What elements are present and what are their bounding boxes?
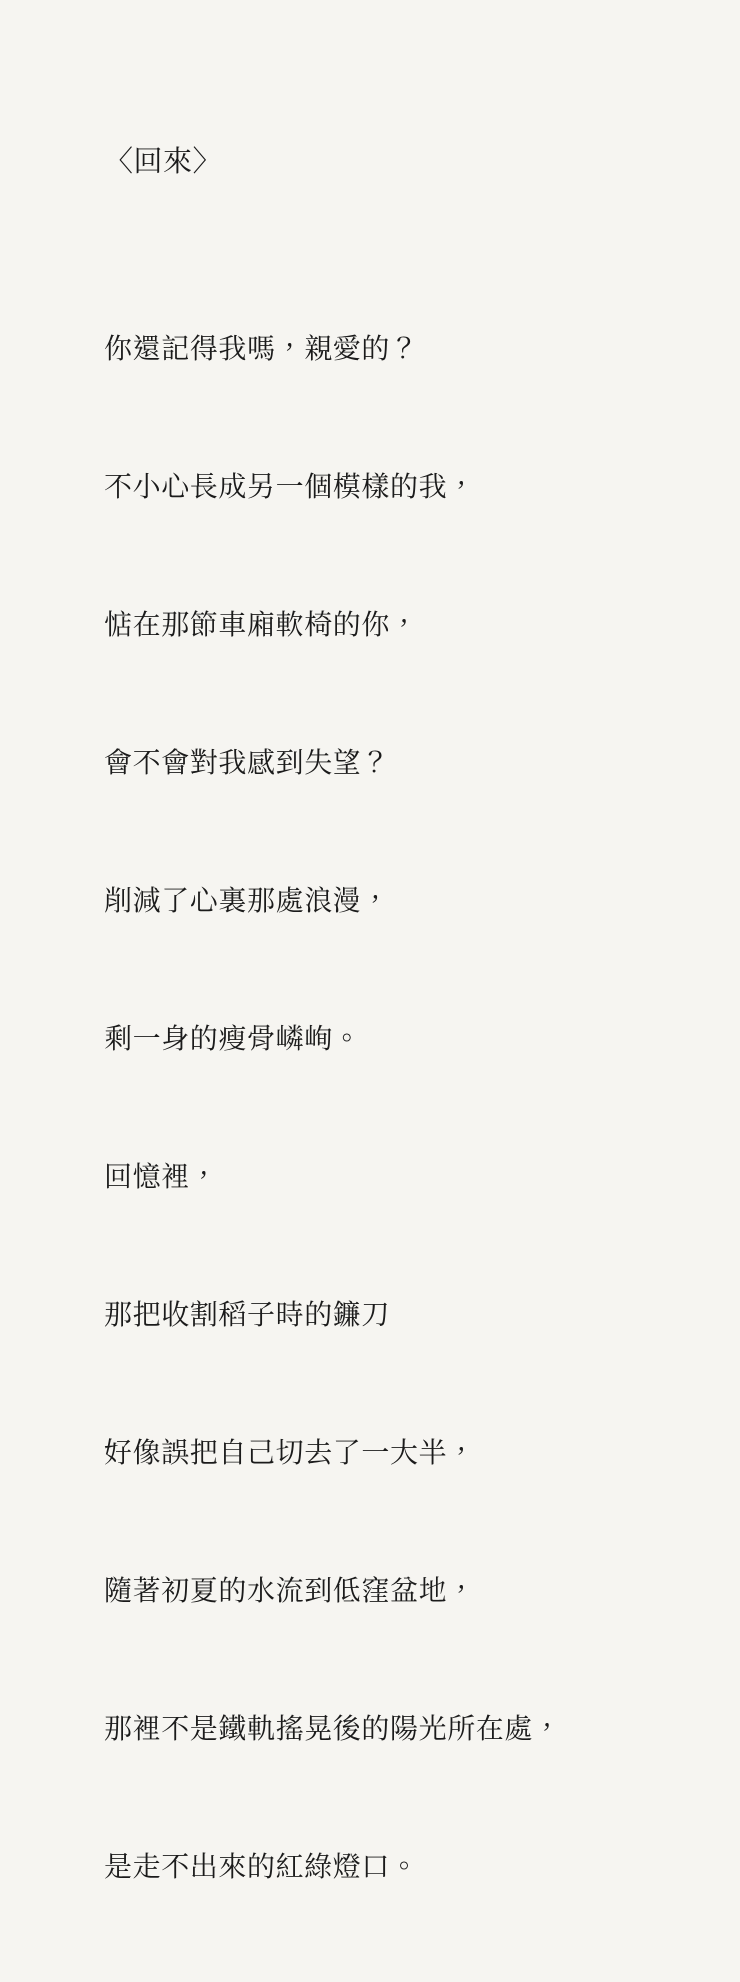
poem-line: 那裡不是鐵軌搖晃後的陽光所在處， <box>104 1711 562 1745</box>
poem-line: 回憶裡， <box>104 1159 219 1193</box>
poem-line: 隨著初夏的水流到低窪盆地， <box>104 1573 476 1607</box>
poem-line: 削減了心裏那處浪漫， <box>104 883 391 917</box>
poem-title: 〈回來〉 <box>104 144 223 178</box>
poem-container <box>104 140 680 1982</box>
poem-line: 那把收割稻子時的鐮刀 <box>104 1297 391 1331</box>
poem-line: 好像誤把自己切去了一大半， <box>104 1435 476 1469</box>
poem-line: 惦在那節車廂軟椅的你， <box>104 607 419 641</box>
poem-line: 剩一身的瘦骨嶙峋。 <box>104 1021 362 1055</box>
poem-line: 是走不出來的紅綠燈口。 <box>104 1849 419 1883</box>
poem-line: 你還記得我嗎，親愛的？ <box>104 331 419 365</box>
poem-line: 不小心長成另一個模樣的我， <box>104 469 476 503</box>
poem-line: 會不會對我感到失望？ <box>104 745 391 779</box>
poem-body <box>104 234 680 1982</box>
